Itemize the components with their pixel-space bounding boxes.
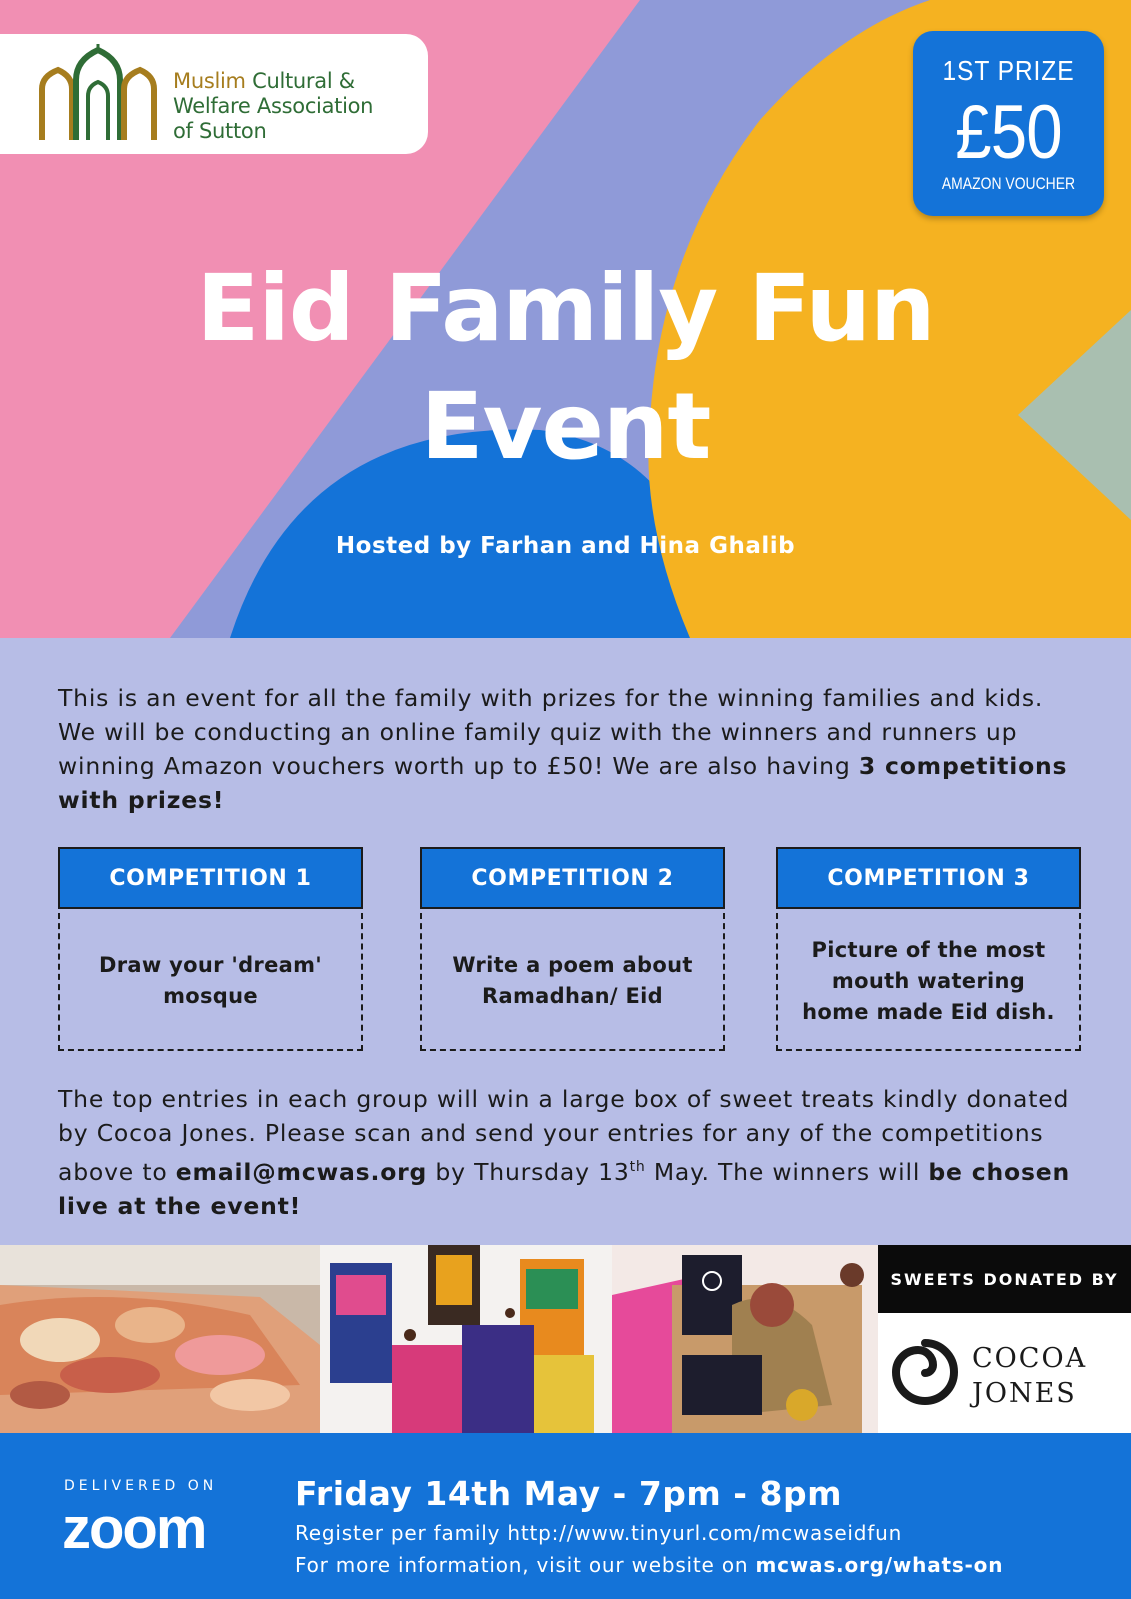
chocolate-bars-photo [320, 1245, 612, 1433]
event-footer [0, 1433, 1131, 1599]
competition-description: Picture of the most mouth watering home made Eid dish. [776, 913, 1081, 1051]
competition-description: Write a poem about Ramadhan/ Eid [420, 913, 725, 1051]
delivered-on-label: DELIVERED ON [64, 1478, 218, 1494]
sponsor-name-line1: COCOA [972, 1343, 1088, 1374]
spiral-logo-icon [890, 1337, 960, 1407]
sponsor-label: SWEETS DONATED BY [878, 1245, 1131, 1313]
prize-type: AMAZON VOUCHER [941, 174, 1076, 193]
event-title-line2: Event [420, 373, 711, 480]
event-title [0, 250, 1131, 486]
prize-badge [913, 31, 1104, 216]
prize-amount: £50 [955, 90, 1062, 175]
hero-banner [0, 0, 1131, 638]
date-suffix: th [629, 1159, 646, 1175]
intro-text: This is an event for all the family with prizes for the winning families and kids. We will be conducting an online family quiz with the winners and runners up winning Amazon vouchers worth up to £50! We are also having [58, 684, 1044, 780]
sponsor-name [972, 1341, 1087, 1411]
organization-name-line3: of Sutton [173, 119, 267, 143]
event-hosts: Hosted by Farhan and Hina Ghalib [335, 533, 796, 559]
contact-email: email@mcwas.org [175, 1158, 428, 1186]
organization-name-line2: Welfare Association [173, 94, 374, 118]
details-text-2: by Thursday 13 [427, 1158, 630, 1186]
details-bold: be chosen live at the event! [58, 1158, 1071, 1220]
organization-logo [0, 34, 428, 154]
info-line [295, 1553, 1003, 1577]
intro-bold: 3 competitions with prizes! [58, 752, 1068, 814]
intro-paragraph [58, 681, 1078, 817]
competition-card-3 [776, 847, 1081, 1051]
competition-title: COMPETITION 1 [58, 847, 363, 909]
gift-box-photo [612, 1245, 878, 1433]
details-text-3: May. The winners will [645, 1158, 929, 1186]
organization-name-line1: Cultural & [245, 69, 355, 93]
organization-name [173, 69, 373, 144]
mosque-logo-icon [36, 44, 161, 144]
event-title-line1: Eid Family Fun [196, 255, 935, 362]
competition-card-2 [420, 847, 725, 1051]
competition-card-1 [58, 847, 363, 1051]
competition-title: COMPETITION 2 [420, 847, 725, 909]
competition-description: Draw your 'dream' mosque [58, 913, 363, 1051]
event-date-time: Friday 14th May - 7pm - 8pm [295, 1474, 842, 1513]
sponsor-logo [878, 1313, 1131, 1433]
competition-title: COMPETITION 3 [776, 847, 1081, 909]
organization-name-accent: Muslim [173, 69, 246, 93]
eid-dish-photo [0, 1245, 320, 1433]
zoom-logo: zoom [62, 1496, 206, 1561]
sponsor-name-line2: JONES [972, 1378, 1077, 1409]
website-link[interactable]: mcwas.org/whats-on [755, 1553, 1004, 1577]
info-text: For more information, visit our website on [295, 1553, 756, 1577]
details-paragraph [58, 1082, 1098, 1223]
prize-label: 1ST PRIZE [942, 55, 1075, 86]
registration-link[interactable]: Register per family http://www.tinyurl.com/mcwaseidfun [295, 1521, 903, 1545]
details-text-1: The top entries in each group will win a large box of sweet treats kindly donated by Cocoa Jones. Please scan and send your entries for any of the competitions above to [58, 1085, 1070, 1186]
